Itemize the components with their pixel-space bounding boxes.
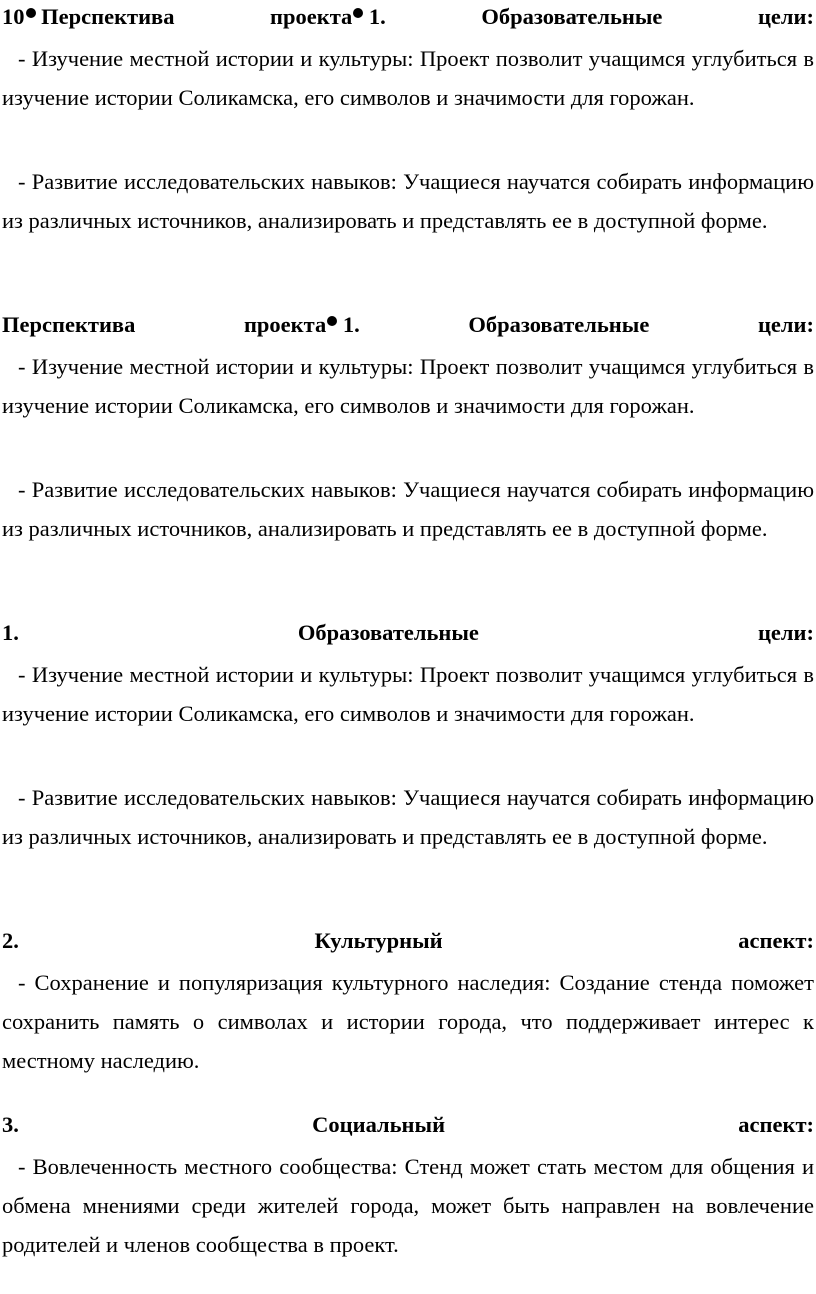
item-text: Учащиеся научатся собирать информацию из различных источников, анализировать и представлять ее в доступной форме. — [2, 477, 815, 541]
item-label: - Вовлеченность местного сообщества: — [18, 1154, 398, 1179]
paragraph — [2, 1147, 814, 1264]
item-label: - Развитие исследовательских навыков: — [18, 785, 397, 810]
heading-word: цели: — [757, 4, 814, 29]
item-text: Создание стенда поможет сохранить память о символах и истории города, что поддерживает интерес к местному наследию. — [2, 970, 814, 1073]
section-heading — [2, 926, 814, 956]
heading-word: аспект: — [738, 1112, 814, 1137]
heading-number: 2. — [2, 928, 19, 953]
heading-word: Образовательные — [468, 312, 650, 337]
heading-word: аспект: — [738, 928, 814, 953]
item-label: - Сохранение и популяризация культурного наследия: — [18, 970, 551, 995]
section-heading — [2, 618, 814, 648]
item-text: Учащиеся научатся собирать информацию из различных источников, анализировать и представлять ее в доступной форме. — [2, 169, 815, 233]
item-text: Стенд может стать местом для общения и обмена мнениями среди жителей города, может быть направлен на вовлечение родителей и членов сообщества в проект. — [2, 1154, 815, 1257]
bullet-icon — [26, 8, 36, 18]
heading-number: 1. — [2, 620, 19, 645]
paragraph — [2, 39, 814, 117]
heading-number: 3. — [2, 1112, 19, 1137]
paragraph — [2, 470, 814, 548]
item-text: Проект позволит учащимся углубиться в изучение истории Соликамска, его символов и значимости для горожан. — [2, 662, 815, 726]
heading-word: Перспектива — [2, 312, 136, 337]
item-label: - Развитие исследовательских навыков: — [18, 169, 397, 194]
paragraph — [2, 963, 814, 1080]
heading-title: Социальный — [312, 1112, 446, 1137]
paragraph — [2, 162, 814, 240]
item-text: Проект позволит учащимся углубиться в изучение истории Соликамска, его символов и значимости для горожан. — [2, 354, 815, 418]
section-heading — [2, 2, 814, 32]
item-text: Проект позволит учащимся углубиться в изучение истории Соликамска, его символов и значимости для горожан. — [2, 46, 815, 110]
heading-word: проекта 1. — [270, 4, 386, 29]
item-label: - Изучение местной истории и культуры: — [18, 46, 414, 71]
heading-word: проекта 1. — [243, 312, 360, 337]
heading-title: Культурный — [314, 928, 443, 953]
heading-word: цели: — [757, 312, 814, 337]
bullet-icon — [353, 8, 363, 18]
heading-number: 10 Перспектива — [2, 4, 175, 29]
paragraph — [2, 655, 814, 733]
paragraph — [2, 778, 814, 856]
bullet-icon — [327, 316, 337, 326]
heading-word: Образовательные — [481, 4, 663, 29]
section-heading — [2, 1110, 814, 1140]
item-label: - Изучение местной истории и культуры: — [18, 662, 414, 687]
heading-title: Образовательные — [297, 620, 479, 645]
heading-word: цели: — [757, 620, 814, 645]
item-label: - Развитие исследовательских навыков: — [18, 477, 397, 502]
paragraph — [2, 347, 814, 425]
item-label: - Изучение местной истории и культуры: — [18, 354, 414, 379]
item-text: Учащиеся научатся собирать информацию из различных источников, анализировать и представлять ее в доступной форме. — [2, 785, 815, 849]
section-heading — [2, 310, 814, 340]
